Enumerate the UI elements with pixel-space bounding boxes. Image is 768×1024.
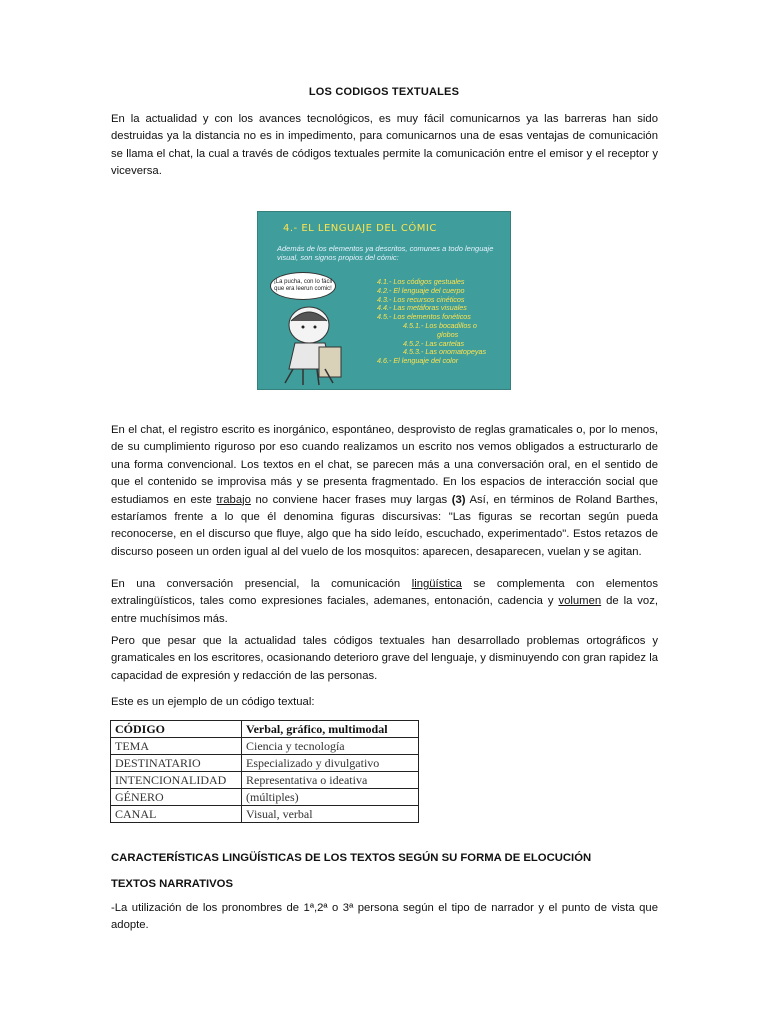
table-cell: CANAL bbox=[111, 806, 242, 823]
section-heading-narrative: TEXTOS NARRATIVOS bbox=[111, 878, 233, 890]
speech-bubble: ¡La pucha, con lo fácil que era leerun comic! bbox=[270, 272, 336, 300]
table-cell: GÉNERO bbox=[111, 789, 242, 806]
slide-list-item: 4.6.- El lenguaje del color bbox=[377, 356, 459, 366]
table-cell: Verbal, gráfico, multimodal bbox=[242, 721, 419, 738]
table-cell: Visual, verbal bbox=[242, 806, 419, 823]
table-cell: DESTINATARIO bbox=[111, 755, 242, 772]
slide-list-item: 4.2.- El lenguaje del cuerpo bbox=[377, 285, 465, 295]
slide-list-item: 4.5.2.- Las cartelas bbox=[403, 338, 465, 348]
slide-intro: Además de los elementos ya descritos, comunes a todo lenguaje visual, son signos propios del cómic: bbox=[277, 244, 494, 262]
paragraph-pronouns: -La utilización de los pronombres de 1ª,2ª o 3ª persona según el tipo de narrador y el punto de vista que adopte. bbox=[111, 902, 658, 932]
table-cell: CÓDIGO bbox=[111, 721, 242, 738]
slide-list-item: globos bbox=[437, 329, 459, 339]
table-cell: Especializado y divulgativo bbox=[242, 755, 419, 772]
table-cell: Representativa o ideativa bbox=[242, 772, 419, 789]
slide-list-item: 4.3.- Los recursos cinéticos bbox=[377, 294, 465, 304]
document-title: LOS CODIGOS TEXTUALES bbox=[308, 86, 460, 98]
slide-list-item: 4.1.- Los códigos gestuales bbox=[377, 277, 465, 286]
section-heading-characteristics: CARACTERÍSTICAS LINGÜÍSTICAS DE LOS TEXTOS SEGÚN SU FORMA DE ELOCUCIÓN bbox=[111, 852, 592, 864]
paragraph-chat: En el chat, el registro escrito es inorgánico, espontáneo, desprovisto de reglas gramaticales o, por lo menos, de su cumplimiento riguroso por eso cuando realizamos un escrito nos vemos obligados a estructurarlo de una forma convencional. Los textos en el chat, se parecen más a una conversación oral, en el sentido de que el contenido se improvisa más y se presenta fragmentado. En los espacios de interacción social que estudiamos en este trabajo no conviene hacer frases muy largas (3) Así, en términos de Roland Barthes, estaríamos frente a lo que él denomina figuras discursivas: "Las figuras se recortan según pueda reconocerse, en el discurso que fluye, algo que ha sido leído, escuchado, experimentado". Estos retazos de discurso poseen un orden igual al del vuelo de los mosquitos: aparecen, desaparecen, vuelan y se agitan. bbox=[111, 424, 658, 558]
paragraph-intro: En la actualidad y con los avances tecnológicos, es muy fácil comunicarnos ya las barreras han sido destruidas ya la distancia no es in impedimento, para comunicarnos una de esas ventajas de comunicación se llama el chat, la cual a través de códigos textuales permite la comunicación entre el emisor y el receptor y viceversa. bbox=[111, 113, 658, 178]
comic-character-illustration bbox=[273, 303, 353, 387]
paragraph-example-intro: Este es un ejemplo de un código textual: bbox=[111, 696, 315, 708]
link-volumen[interactable]: volumen bbox=[558, 595, 602, 608]
slide-list-item: 4.5.1.- Los bocadillos o bbox=[403, 320, 477, 330]
table-row bbox=[111, 755, 419, 772]
slide-list-item: 4.5.- Los elementos fonéticos bbox=[377, 312, 471, 322]
table-row bbox=[111, 772, 419, 789]
table-cell: (múltiples) bbox=[242, 789, 419, 806]
paragraph-problems: Pero que pesar que la actualidad tales códigos textuales han desarrollado problemas ortográficos y gramaticales en los escritores, ocasionando deterioro grave del lenguaje, y disminuyendo con gran rapidez la capacidad de expresión y redacción de las personas. bbox=[111, 635, 658, 682]
comic-slide-image bbox=[257, 211, 511, 390]
table-row bbox=[111, 789, 419, 806]
table-cell: TEMA bbox=[111, 738, 242, 755]
slide-list bbox=[377, 278, 507, 366]
link-linguistica[interactable]: lingüística bbox=[411, 578, 462, 590]
slide-list-item: 4.5.3.- Las onomatopeyas bbox=[403, 347, 487, 357]
paragraph-conversation: En una conversación presencial, la comunicación lingüística se complementa con elementos extralingüísticos, tales como expresiones faciales, ademanes, entonación, cadencia y volumen de la voz, entre muchísimos más. bbox=[111, 578, 658, 625]
table-cell: INTENCIONALIDAD bbox=[111, 772, 242, 789]
link-trabajo[interactable]: trabajo bbox=[216, 493, 251, 506]
table-cell: Ciencia y tecnología bbox=[242, 738, 419, 755]
slide-title: 4.- EL LENGUAJE DEL CÓMIC bbox=[283, 223, 437, 234]
table-row bbox=[111, 721, 419, 738]
code-table bbox=[110, 720, 419, 823]
table-row bbox=[111, 806, 419, 823]
table-row bbox=[111, 738, 419, 755]
slide-list-item: 4.4.- Las metáforas visuales bbox=[377, 303, 467, 313]
